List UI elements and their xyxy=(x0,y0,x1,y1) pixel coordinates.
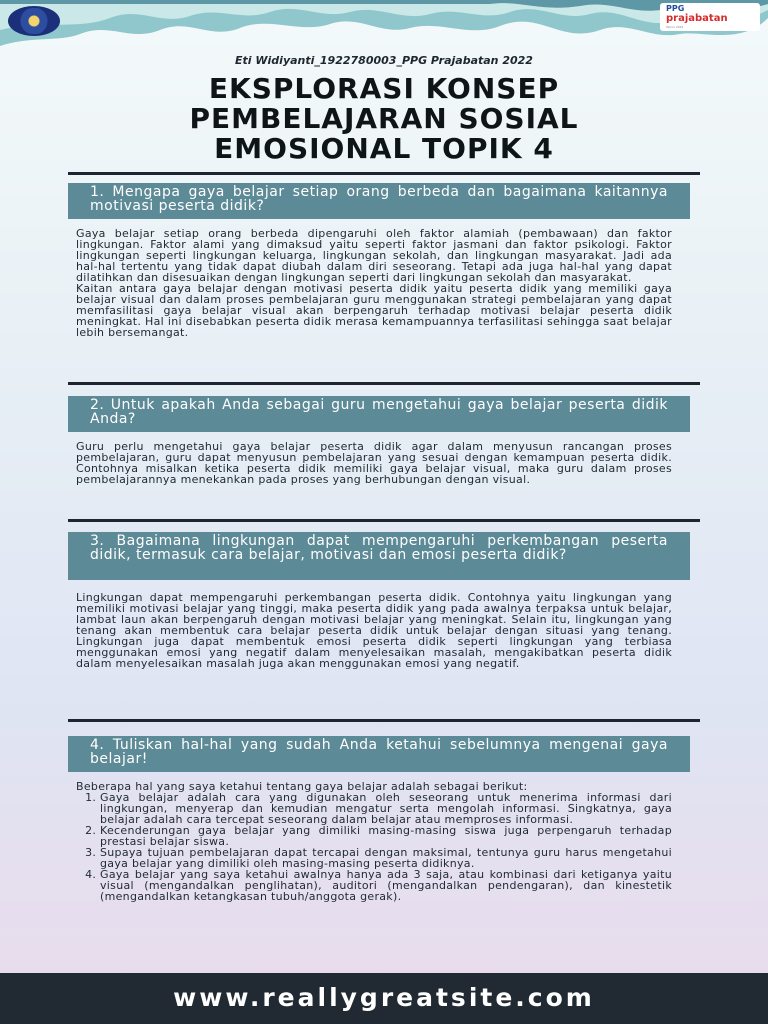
answer-1 xyxy=(76,228,672,338)
answer-paragraph: Gaya belajar setiap orang berbeda dipengaruhi oleh faktor alamiah (pembawaan) dan faktor lingkungan. Faktor alami yang dimaksud yaitu seperti faktor jasmani dan faktor psikologi. Faktor lingkungan seperti lingkungan keluarga, lingkungan sekolah, dan lingkungan masyarakat. Jadi ada hal-hal tertentu yang tidak dapat diubah dalam diri seseorang. Tetapi ada juga hal-hal yang dapat dilatihkan dan disesuaikan dengan lingkungan seperti dari lingkungan sekolah dan masyarakat. xyxy=(76,227,672,284)
question-box-1: 1. Mengapa gaya belajar setiap orang berbeda dan bagaimana kaitannya motivasi peserta didik? xyxy=(68,183,690,219)
list-item: 3. Supaya tujuan pembelajaran dapat tercapai dengan maksimal, tentunya guru harus mengetahui gaya belajar yang dimiliki oleh masing-masing peserta didiknya. xyxy=(100,847,672,869)
question-box-2: 2. Untuk apakah Anda sebagai guru mengetahui gaya belajar peserta didik Anda? xyxy=(68,396,690,432)
logo-prajabatan-text: prajabatan xyxy=(666,13,728,24)
answer-2 xyxy=(76,441,672,485)
logo-ppg-text: PPG xyxy=(666,4,685,13)
question-box-3: 3. Bagaimana lingkungan dapat mempengaruhi perkembangan peserta didik, termasuk cara belajar, motivasi dan emosi peserta didik? xyxy=(68,532,690,580)
page-title xyxy=(40,74,728,164)
answer-paragraph: Kaitan antara gaya belajar dengan motivasi peserta didik yaitu peserta didik yang memiliki gaya belajar visual dan dalam proses pembelajaran guru menggunakan strategi pembelajaran yang dapat memfasilitasi gaya belajar visual akan berpengaruh terhadap motivasi belajar peserta didik meningkat. Hal ini disebabkan peserta didik merasa kemampuannya terfasilitasi sehingga saat belajar lebih bersemangat. xyxy=(76,282,672,339)
section-divider xyxy=(68,382,700,385)
university-logo xyxy=(8,6,60,36)
top-wave-decoration xyxy=(0,0,768,60)
section-divider xyxy=(68,519,700,522)
list-item: 2. Kecenderungan gaya belajar yang dimiliki masing-masing siswa juga perpengaruh terhadap prestasi belajar siswa. xyxy=(100,825,672,847)
question-box-4: 4. Tuliskan hal-hal yang sudah Anda ketahui sebelumnya mengenai gaya belajar! xyxy=(68,736,690,772)
answer-paragraph: Lingkungan dapat mempengaruhi perkembangan peserta didik. Contohnya yaitu lingkungan yang memiliki motivasi belajar yang tinggi, maka peserta didik yang pada awalnya terpaksa untuk belajar, lambat laun akan berpengaruh dengan motivasi belajar yang meningkat. Selain itu, lingkungan yang tenang akan membentuk cara belajar peserta didik untuk belajar dengan situasi yang tenang. Lingkungan juga dapat membentuk emosi peserta didik seperti lingkungan yang terbiasa menggunakan emosi yang negatif dalam menyelesaikan masalah, mengakibatkan peserta didik dalam menyelesaikan masalah juga akan menggunakan emosi yang negatif. xyxy=(76,591,672,670)
list-item: 4. Gaya belajar yang saya ketahui awalnya hanya ada 3 saja, atau kombinasi dari ketiganya yaitu visual (mengandalkan penglihatan), auditori (mengandalkan pendengaran), dan kinestetik (mengandalkan ketangkasan tubuh/anggota gerak). xyxy=(100,869,672,902)
footer-bar xyxy=(0,973,768,1024)
known-facts-list xyxy=(100,792,672,902)
title-line: PEMBELAJARAN SOSIAL xyxy=(189,102,579,135)
section-divider xyxy=(68,719,700,722)
section-divider xyxy=(68,172,700,175)
list-item: 1. Gaya belajar adalah cara yang digunakan oleh seseorang untuk menerima informasi dari lingkungan, menyerap dan kemudian mengatur serta mengolah informasi. Singkatnya, gaya belajar adalah cara tercepat seseorang dalam belajar atau memproses informasi. xyxy=(100,792,672,825)
answer-4 xyxy=(76,781,672,902)
answer-paragraph: Guru perlu mengetahui gaya belajar peserta didik agar dalam menyusun rancangan proses pembelajaran, guru dapat menyusun pembelajaran yang sesuai dengan kemampuan peserta didik. Contohnya misalkan ketika peserta didik memiliki gaya belajar visual, maka guru dalam proses pembelajarannya menekankan pada proses yang berhubungan dengan visual. xyxy=(76,440,672,486)
ppg-prajabatan-logo xyxy=(660,3,760,31)
answer-3 xyxy=(76,592,672,669)
website-link[interactable]: www.reallygreatsite.com xyxy=(173,983,595,1012)
author-line: Eti Widiyanti_1922780003_PPG Prajabatan 2022 xyxy=(235,54,533,67)
logo-year-text: Tahun 2022 xyxy=(666,25,684,29)
title-line: EMOSIONAL TOPIK 4 xyxy=(214,132,554,165)
answer-intro: Beberapa hal yang saya ketahui tentang gaya belajar adalah sebagai berikut: xyxy=(76,780,528,793)
title-line: EKSPLORASI KONSEP xyxy=(208,72,560,105)
